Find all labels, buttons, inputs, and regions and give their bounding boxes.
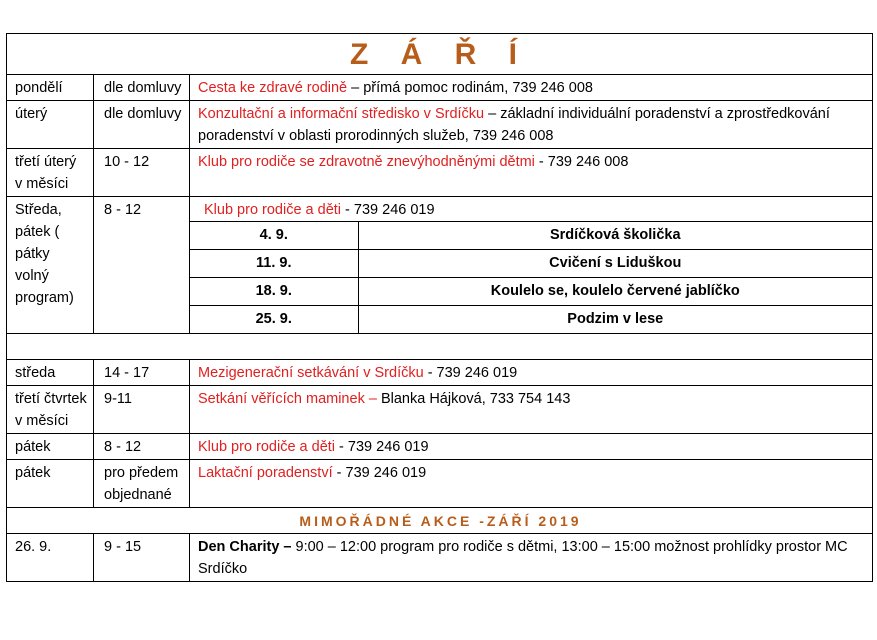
time-cell: 8 - 12 [94, 197, 190, 334]
activity-name: Cesta ke zdravé rodině [198, 80, 348, 96]
session-topic: Podzim v lese [358, 306, 872, 334]
activity-desc: - 739 246 019 [332, 465, 427, 481]
time-cell: 9 - 15 [94, 534, 190, 582]
activity-desc: - 739 246 019 [341, 202, 435, 218]
page-title: Z Á Ř Í [7, 34, 873, 75]
table-row [7, 75, 873, 101]
session-topic: Cvičení s Liduškou [358, 250, 872, 278]
time-cell: 10 - 12 [94, 149, 190, 197]
table-row [7, 434, 873, 460]
table-row [7, 197, 873, 334]
club-sessions [190, 221, 872, 333]
spacer-row [7, 334, 873, 360]
activity-name: Laktační poradenství [198, 465, 333, 481]
session-row [190, 222, 872, 250]
activity-desc: – základní individuální poradenství a zprostředkování poradenství v oblasti prorodinných služeb, 739 246 008 [198, 106, 830, 144]
day-cell: Středa, pátek ( pátky volný program) [7, 197, 94, 334]
activity-name: Klub pro rodiče a děti [204, 202, 342, 218]
day-cell: středa [7, 360, 94, 386]
day-cell: třetí úterý v měsíci [7, 149, 94, 197]
special-events-heading: MIMOŘÁDNÉ AKCE -ZÁŘÍ 2019 [7, 508, 873, 534]
activity-cell [190, 101, 873, 149]
session-date: 18. 9. [190, 278, 358, 306]
table-row [7, 101, 873, 149]
day-cell: pátek [7, 434, 94, 460]
session-row [190, 306, 872, 334]
session-topic: Srdíčková školička [358, 222, 872, 250]
session-topic: Koulelo se, koulelo červené jablíčko [358, 278, 872, 306]
table-row [7, 149, 873, 197]
day-cell: pátek [7, 460, 94, 508]
table-row [7, 386, 873, 434]
activity-cell [190, 460, 873, 508]
activity-desc: Blanka Hájková, 733 754 143 [376, 391, 571, 407]
activity-desc: - 739 246 019 [423, 365, 518, 381]
time-cell: 9-11 [94, 386, 190, 434]
day-cell: 26. 9. [7, 534, 94, 582]
table-row [7, 360, 873, 386]
activity-name: Mezigenerační setkávání v Srdíčku [198, 365, 424, 381]
time-cell: dle domluvy [94, 75, 190, 101]
session-date: 11. 9. [190, 250, 358, 278]
time-cell: dle domluvy [94, 101, 190, 149]
special-heading-row [7, 508, 873, 534]
day-cell: třetí čtvrtek v měsíci [7, 386, 94, 434]
time-cell: 8 - 12 [94, 434, 190, 460]
activity-name: Den Charity – [198, 539, 292, 555]
session-date: 25. 9. [190, 306, 358, 334]
activity-desc: 9:00 – 12:00 program pro rodiče s dětmi, 13:00 – 15:00 možnost prohlídky prostor MC Srdíčko [198, 539, 848, 577]
day-cell: úterý [7, 101, 94, 149]
activity-cell [190, 534, 873, 582]
club-header [190, 197, 872, 221]
session-date: 4. 9. [190, 222, 358, 250]
activity-cell [190, 75, 873, 101]
schedule-table [6, 33, 873, 582]
table-row [7, 460, 873, 508]
activity-cell [190, 149, 873, 197]
time-cell: 14 - 17 [94, 360, 190, 386]
activity-name: Setkání věřících maminek – [198, 391, 377, 407]
activity-desc: – přímá pomoc rodinám, 739 246 008 [347, 80, 593, 96]
activity-cell [190, 360, 873, 386]
activity-desc: - 739 246 019 [335, 439, 429, 455]
activity-cell [190, 434, 873, 460]
activity-desc: - 739 246 008 [534, 154, 629, 170]
activity-name: Klub pro rodiče se zdravotně znevýhodněnými dětmi [198, 154, 535, 170]
table-row [7, 534, 873, 582]
activity-name: Konzultační a informační středisko v Srdíčku [198, 106, 485, 122]
club-cell [190, 197, 873, 334]
activity-cell [190, 386, 873, 434]
session-row [190, 250, 872, 278]
time-cell: pro předem objednané [94, 460, 190, 508]
session-row [190, 278, 872, 306]
day-cell: pondělí [7, 75, 94, 101]
activity-name: Klub pro rodiče a děti [198, 439, 336, 455]
